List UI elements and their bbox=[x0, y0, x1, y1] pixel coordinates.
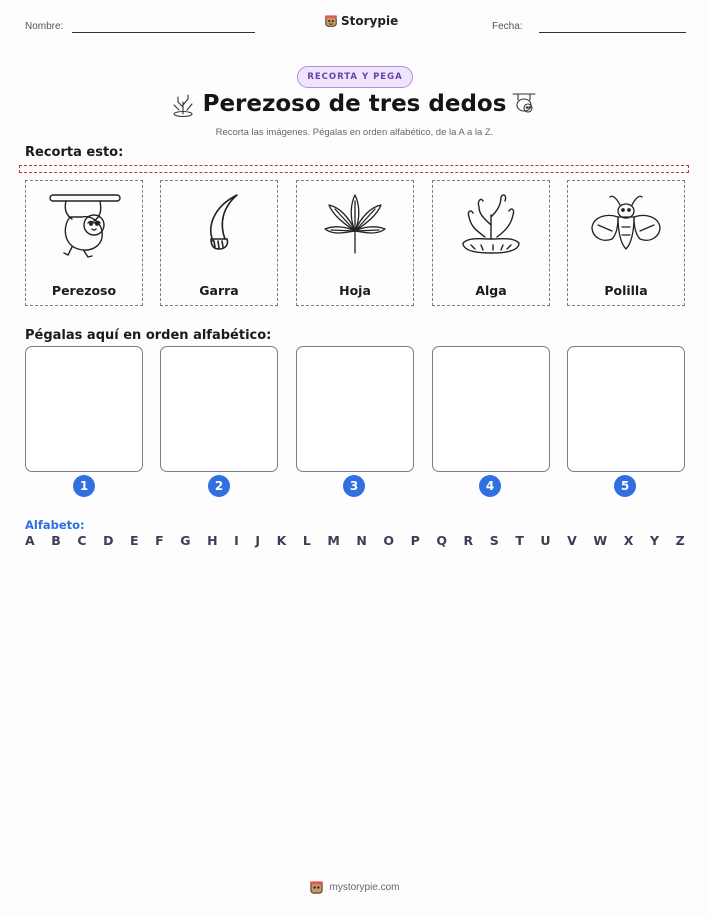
brand-name: Storypie bbox=[341, 14, 399, 28]
leaf-icon bbox=[313, 187, 397, 259]
alphabet-letter: R bbox=[463, 533, 474, 548]
paste-slot-5[interactable] bbox=[567, 346, 685, 472]
activity-badge: RECORTA Y PEGA bbox=[297, 66, 413, 88]
storypie-mascot-icon bbox=[324, 14, 338, 28]
alphabet-letter: T bbox=[515, 533, 524, 548]
storypie-mascot-icon bbox=[309, 880, 324, 895]
alphabet-letter: H bbox=[207, 533, 218, 548]
cut-card-alga[interactable] bbox=[432, 180, 550, 306]
alphabet-row bbox=[25, 533, 685, 548]
instructions: Recorta las imágenes. Pégalas en orden alfabético, de la A a la Z. bbox=[215, 127, 494, 138]
alphabet-letter: P bbox=[410, 533, 420, 548]
date-field[interactable] bbox=[539, 32, 686, 33]
paste-heading: Pégalas aquí en orden alfabético: bbox=[25, 328, 272, 343]
alphabet-letter: X bbox=[623, 533, 634, 548]
card-label: Perezoso bbox=[51, 283, 117, 298]
cut-card-garra[interactable] bbox=[160, 180, 278, 306]
alphabet-letter: J bbox=[255, 533, 260, 548]
alphabet-letter: G bbox=[180, 533, 191, 548]
alphabet-letter: V bbox=[567, 533, 577, 548]
slot-number-1: 1 bbox=[73, 475, 95, 497]
page-title: Perezoso de tres dedos bbox=[202, 91, 507, 117]
alphabet-letter: U bbox=[540, 533, 551, 548]
cut-card-polilla[interactable] bbox=[567, 180, 685, 306]
sloth-deco-icon bbox=[510, 90, 538, 118]
paste-slot-3[interactable] bbox=[296, 346, 414, 472]
moth-icon bbox=[584, 187, 668, 259]
alphabet-letter: O bbox=[383, 533, 395, 548]
slot-number-2: 2 bbox=[208, 475, 230, 497]
algae-icon bbox=[449, 187, 533, 259]
card-label: Hoja bbox=[339, 283, 371, 298]
paste-slot-4[interactable] bbox=[432, 346, 550, 472]
alphabet-letter: K bbox=[276, 533, 287, 548]
alphabet-letter: D bbox=[103, 533, 114, 548]
alphabet-letter: C bbox=[77, 533, 87, 548]
cut-card-hoja[interactable] bbox=[296, 180, 414, 306]
paste-slot-1[interactable] bbox=[25, 346, 143, 472]
sloth-icon bbox=[42, 187, 126, 259]
alphabet-letter: Z bbox=[675, 533, 685, 548]
claw-icon bbox=[177, 187, 261, 259]
alphabet-letter: Q bbox=[436, 533, 447, 548]
alphabet-letter: E bbox=[130, 533, 139, 548]
alphabet-title: Alfabeto: bbox=[25, 518, 85, 532]
alphabet-letter: M bbox=[327, 533, 340, 548]
alphabet-letter: S bbox=[489, 533, 499, 548]
date-label: Fecha: bbox=[492, 21, 523, 32]
alphabet-letter: F bbox=[155, 533, 164, 548]
alphabet-letter: L bbox=[302, 533, 311, 548]
slot-number-4: 4 bbox=[479, 475, 501, 497]
alphabet-letter: B bbox=[51, 533, 61, 548]
slot-number-5: 5 bbox=[614, 475, 636, 497]
slot-number-3: 3 bbox=[343, 475, 365, 497]
alphabet-letter: Y bbox=[649, 533, 659, 548]
footer bbox=[0, 880, 709, 895]
card-label: Garra bbox=[199, 283, 239, 298]
name-label: Nombre: bbox=[25, 21, 64, 32]
name-field[interactable] bbox=[72, 32, 255, 33]
brand-logo bbox=[324, 14, 398, 28]
cut-line bbox=[19, 165, 689, 173]
alphabet-letter: I bbox=[234, 533, 239, 548]
paste-slot-2[interactable] bbox=[160, 346, 278, 472]
footer-link[interactable]: mystorypie.com bbox=[329, 882, 400, 893]
card-label: Alga bbox=[475, 283, 507, 298]
alphabet-letter: N bbox=[356, 533, 367, 548]
alphabet-letter: W bbox=[593, 533, 608, 548]
card-label: Polilla bbox=[604, 283, 648, 298]
cut-card-perezoso[interactable] bbox=[25, 180, 143, 306]
cut-heading: Recorta esto: bbox=[25, 145, 124, 160]
alphabet-letter: A bbox=[25, 533, 35, 548]
